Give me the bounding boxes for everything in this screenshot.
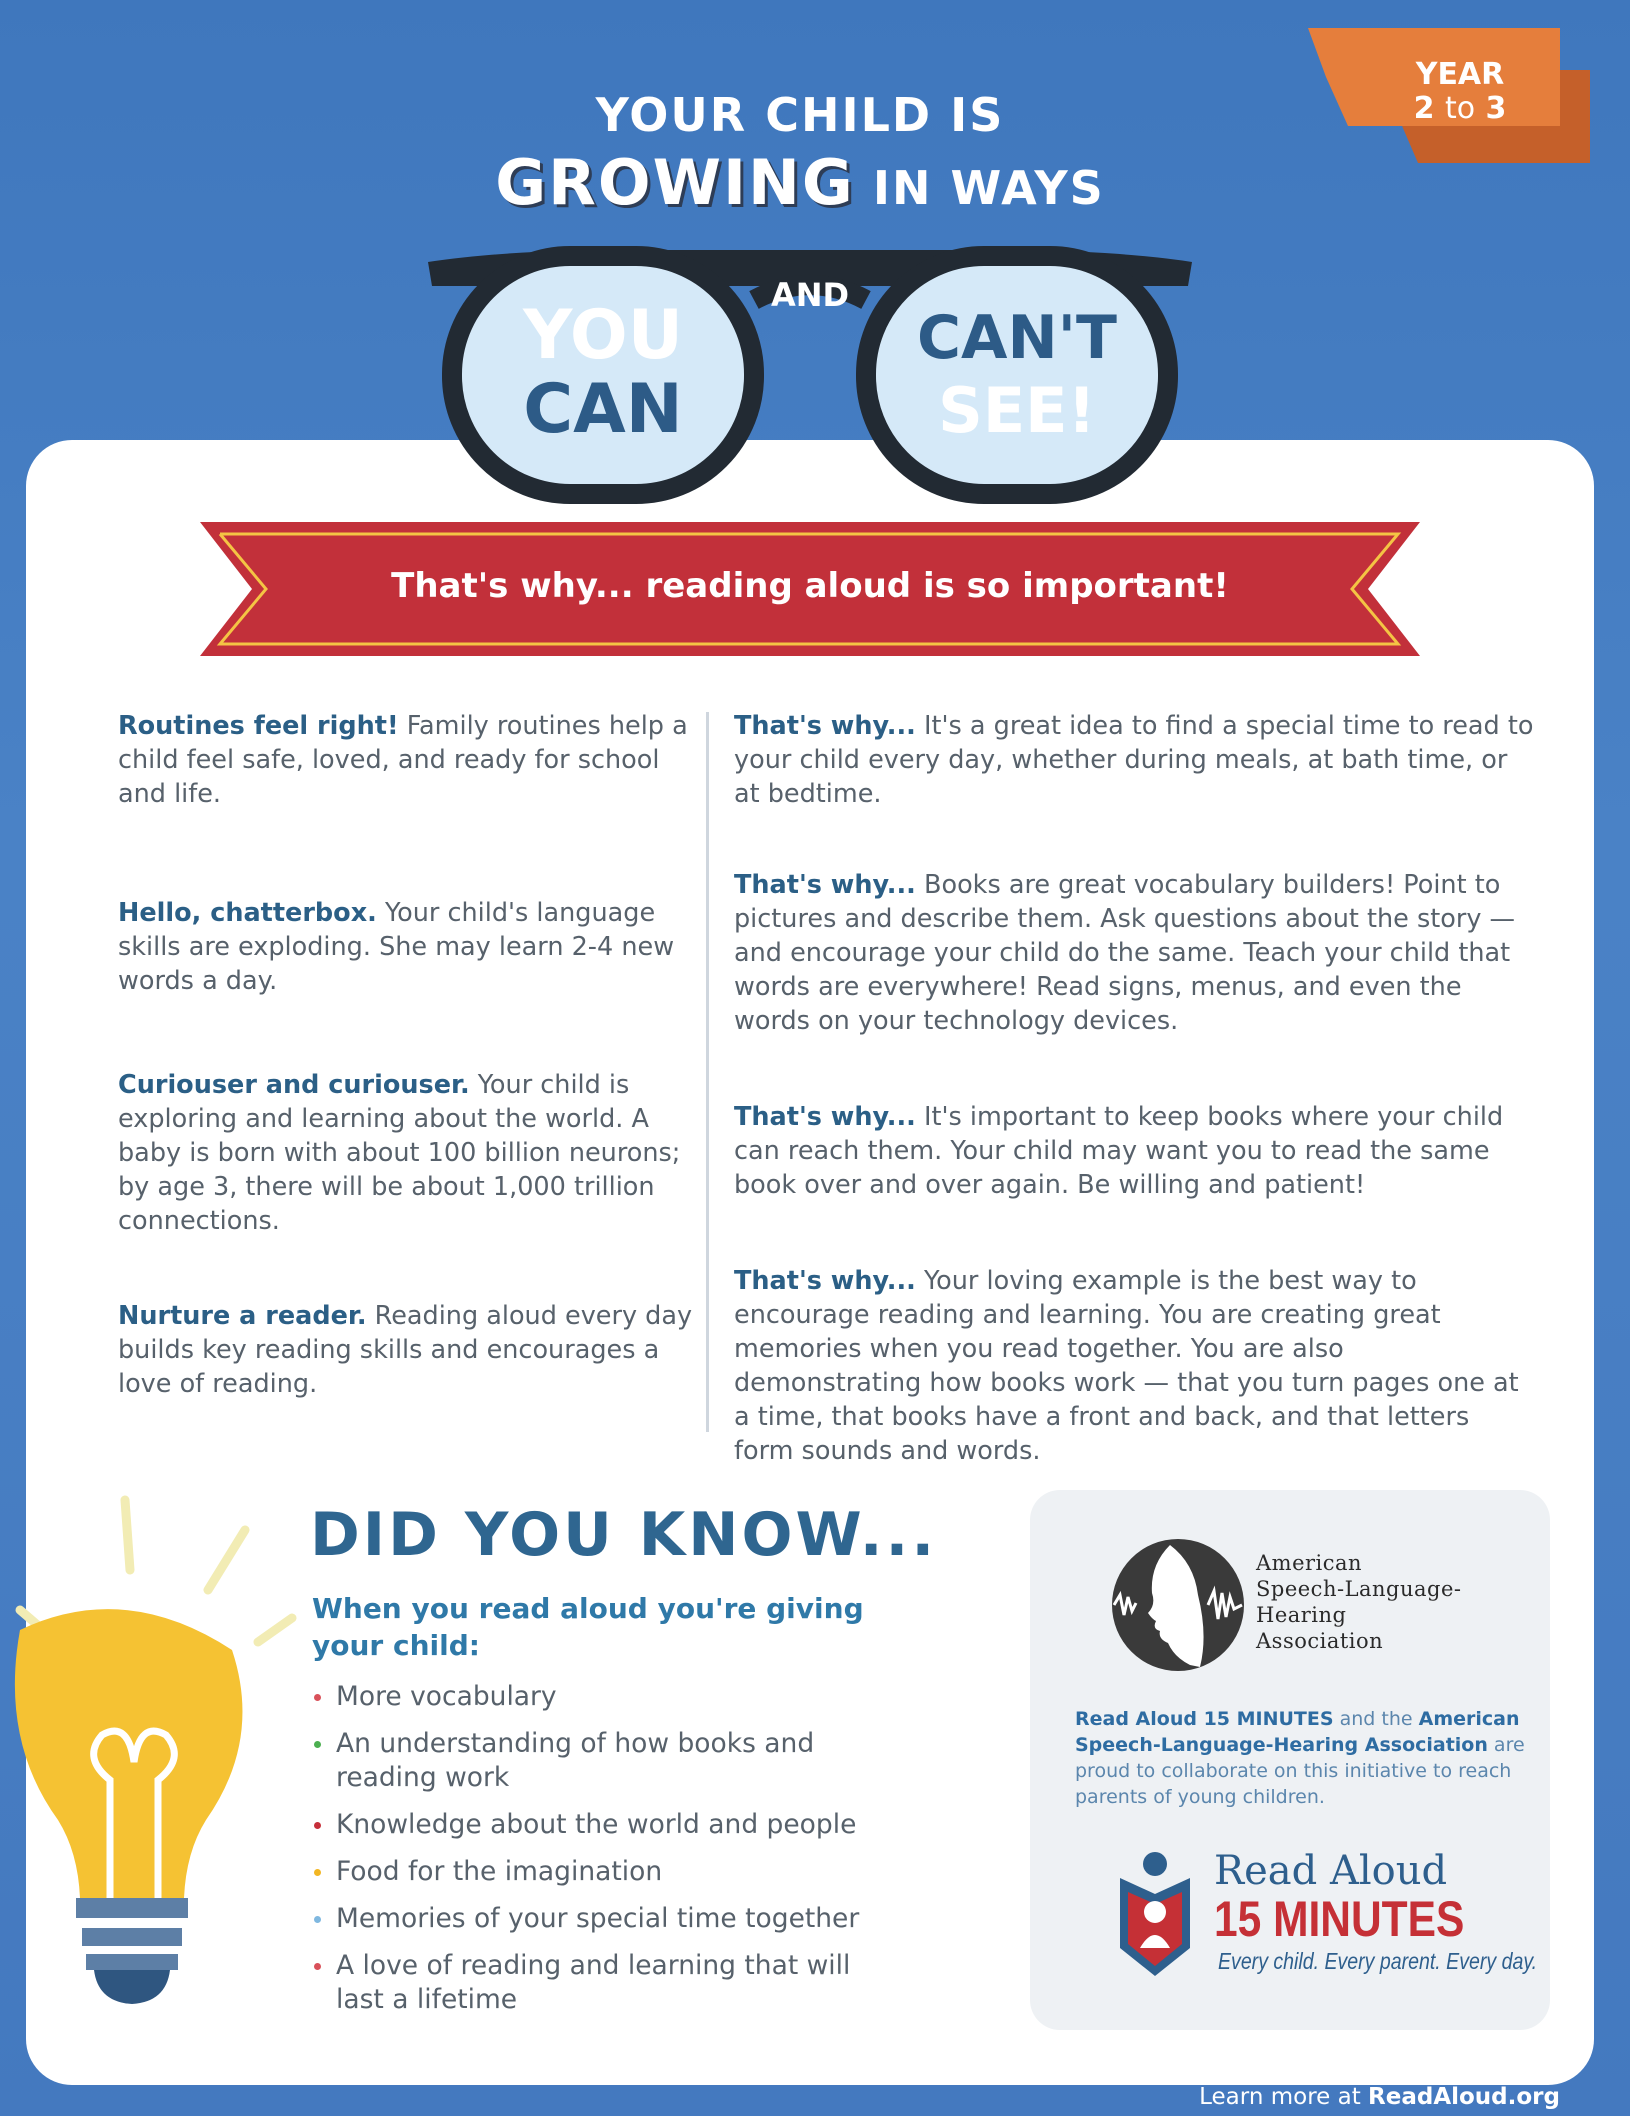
left-lens-line-1: YOU bbox=[523, 296, 683, 375]
footer-link[interactable]: ReadAloud.org bbox=[1368, 2084, 1560, 2110]
read-aloud-name: Read Aloud bbox=[1214, 1848, 1448, 1894]
list-item: Knowledge about the world and people bbox=[312, 1808, 872, 1842]
bullet-dot bbox=[314, 1869, 321, 1876]
read-aloud-tagline: Every child. Every parent. Every day. bbox=[1218, 1948, 1538, 1974]
header-line-1: YOUR CHILD IS bbox=[595, 88, 1005, 142]
bridge-word: AND bbox=[770, 276, 850, 314]
bullet-dot bbox=[314, 1822, 321, 1829]
list-item: Memories of your special time together bbox=[312, 1902, 872, 1936]
year-range: 2 to 3 bbox=[1413, 91, 1507, 126]
list-item: An understanding of how books and reading work bbox=[312, 1727, 872, 1795]
column-divider bbox=[706, 712, 709, 1432]
did-you-know-title: DID YOU KNOW... bbox=[310, 1500, 938, 1570]
right-lens-line-1: CAN'T bbox=[917, 303, 1117, 373]
year-label: YEAR bbox=[1415, 57, 1505, 92]
right-tip: That's why... It's a great idea to find a special time to read to your child every day, whether during meals, at bath time, or at bedtime. bbox=[734, 711, 1534, 809]
list-item: Food for the imagination bbox=[312, 1855, 872, 1889]
right-tip: That's why... It's important to keep books where your child can reach them. Your child may want you to read the same book over and over again. Be willing and patient! bbox=[734, 1102, 1504, 1200]
bullet-dot bbox=[314, 1916, 321, 1923]
footer bbox=[1060, 2084, 1560, 2110]
bullet-dot bbox=[314, 1694, 321, 1701]
year-badge bbox=[1380, 58, 1540, 126]
header-line-2 bbox=[300, 146, 1300, 219]
read-aloud-logo bbox=[1110, 1848, 1200, 1978]
right-tip: That's why... Your loving example is the best way to encourage reading and learning. You are creating great memories when you read together. You are also demonstrating how books work — that you turn pages one at a time, that books have a front and back, and that letters form sounds and words. bbox=[734, 1266, 1519, 1466]
light-bulb-icon bbox=[0, 1480, 300, 2040]
bullet-dot bbox=[314, 1963, 321, 1970]
left-tip: Nurture a reader. Reading aloud every day builds key reading skills and encourages a love of reading. bbox=[118, 1301, 693, 1399]
header-growing: GROWING bbox=[495, 146, 855, 219]
list-item: A love of reading and learning that will last a lifetime bbox=[312, 1949, 872, 2017]
glasses-icon bbox=[420, 240, 1200, 505]
banner-text: That's why... reading aloud is so important! bbox=[391, 566, 1229, 606]
did-you-know-subtitle: When you read aloud you're giving your child: bbox=[312, 1592, 864, 1662]
partner-description: Read Aloud 15 MINUTES and the American Speech-Language-Hearing Association are proud to collaborate on this initiative to reach parents of young children. bbox=[1075, 1708, 1525, 1808]
left-tip: Hello, chatterbox. Your child's language skills are exploding. She may learn 2-4 new words a day. bbox=[118, 898, 675, 996]
right-tip: That's why... Books are great vocabulary builders! Point to pictures and describe them. Ask questions about the story — and encourage your child do the same. Teach your child that words are everywhere! Read signs, menus, and even the words on your technology devices. bbox=[734, 870, 1516, 1036]
asha-name: American Speech-Language- Hearing Association bbox=[1256, 1551, 1462, 1653]
read-aloud-minutes: 15 MINUTES bbox=[1214, 1891, 1465, 1947]
right-lens-line-2: SEE! bbox=[938, 374, 1096, 447]
left-tip: Curiouser and curiouser. Your child is exploring and learning about the world. A baby is born with about 100 billion neurons; by age 3, there will be about 1,000 trillion connections. bbox=[118, 1070, 681, 1236]
list-item: More vocabulary bbox=[312, 1680, 872, 1714]
asha-logo bbox=[1108, 1535, 1248, 1675]
left-tip: Routines feel right! Family routines help a child feel safe, loved, and ready for school and life. bbox=[118, 711, 688, 809]
did-you-know-list bbox=[312, 1680, 872, 2030]
left-lens-line-2: CAN bbox=[523, 370, 683, 449]
footer-prefix: Learn more at bbox=[1199, 2084, 1369, 2110]
header-in-ways: IN WAYS bbox=[854, 161, 1105, 215]
bullet-dot bbox=[314, 1741, 321, 1748]
